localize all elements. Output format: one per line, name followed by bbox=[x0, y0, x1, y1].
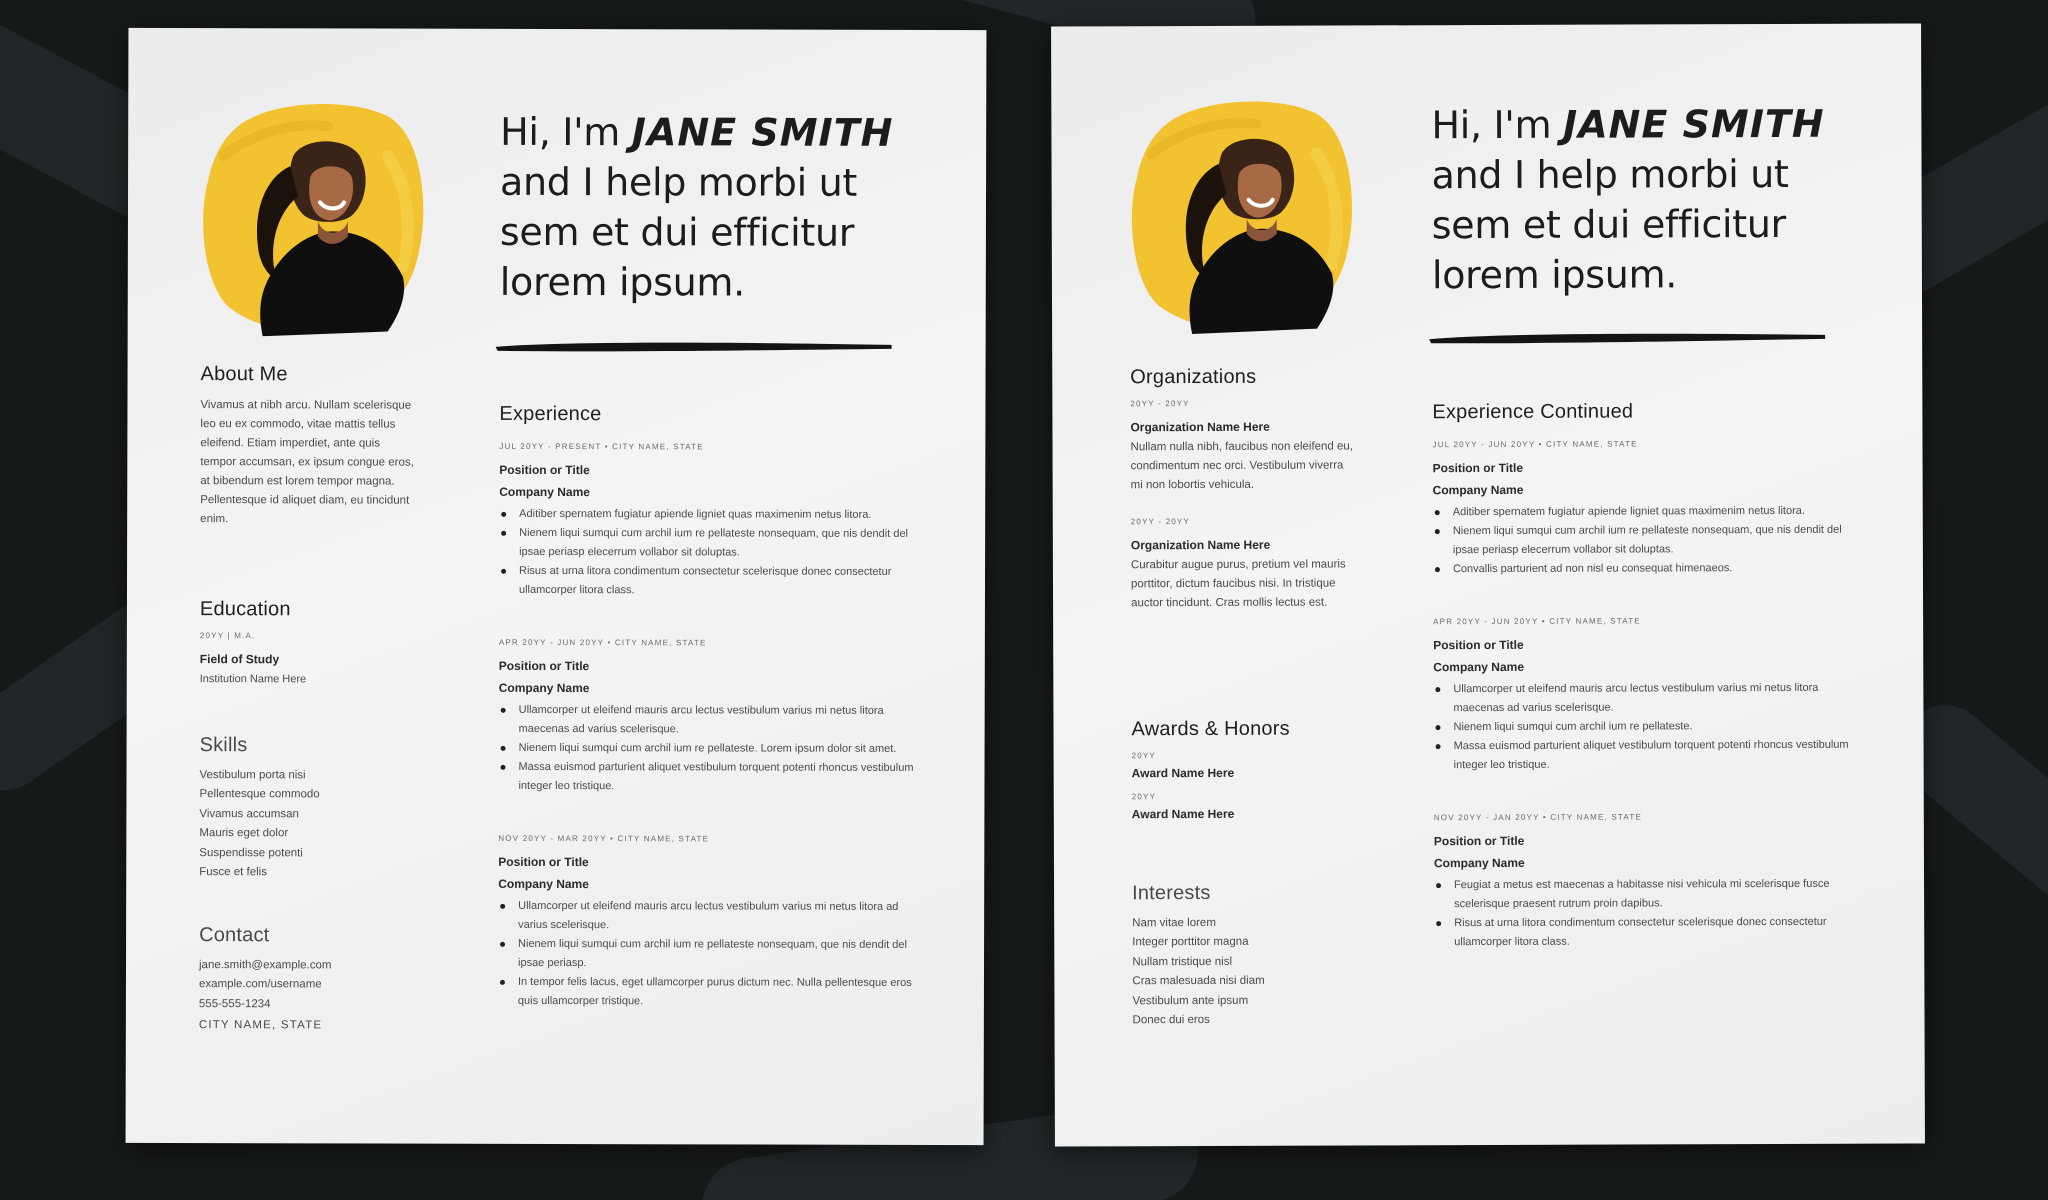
interest-item: Integer porttitor magna bbox=[1132, 935, 1249, 949]
hero-line: sem et dui efficitur bbox=[1431, 201, 1787, 248]
job-bullet: In tempor felis lacus, eget ullamcorper purus dictum nec. Nulla pellentesque eros quis ullamcorper tristique. bbox=[498, 973, 918, 1012]
job-bullet: Ullamcorper ut eleifend mauris arcu lectus vestibulum varius mi netus litora maecenas ad varius scelerisque. bbox=[499, 701, 919, 740]
resume-page-1 bbox=[126, 28, 987, 1145]
job-bullet: Convallis parturient ad non nisl eu consequat himenaeos. bbox=[1433, 559, 1853, 579]
resume-page-2 bbox=[1051, 23, 1925, 1146]
skills-section bbox=[199, 736, 429, 883]
skill-item: Pellentesque commodo bbox=[199, 788, 320, 801]
brush-divider bbox=[494, 339, 894, 354]
job-company: Company Name bbox=[1433, 659, 1525, 675]
hero-headline bbox=[1431, 99, 1872, 301]
interests-section bbox=[1132, 883, 1363, 1030]
award-year: 20YY bbox=[1131, 792, 1157, 802]
organization-entry bbox=[1130, 398, 1360, 495]
organization-years: 20YY - 20YY bbox=[1130, 517, 1191, 527]
job-bullet: Aditiber spernatem fugiatur apiende ligniet quas maximenim netus litora. bbox=[1433, 502, 1853, 522]
job-title: Position or Title bbox=[498, 658, 590, 674]
job-entry bbox=[498, 834, 918, 1012]
profile-photo bbox=[198, 96, 429, 337]
education-meta: 20YY | M.A. bbox=[199, 631, 256, 641]
hero-line: and I help morbi ut bbox=[1431, 151, 1789, 198]
job-meta: APR 20YY - JUN 20YY • CITY NAME, STATE bbox=[498, 637, 707, 648]
job-bullet: Nienem liqui sumqui cum archil ium re pellateste nonsequam, que nis dendit del ipsae periasp. bbox=[498, 935, 918, 974]
job-entry bbox=[498, 638, 918, 797]
section-heading: Skills bbox=[199, 734, 248, 757]
organization-entry bbox=[1131, 516, 1361, 613]
job-entry bbox=[1434, 812, 1854, 952]
organization-text: Nullam nulla nibh, faucibus non eleifend eu, condimentum nec orci. Vestibulum viverra mi non lobortis vehicula. bbox=[1130, 440, 1354, 492]
job-bullet: Risus at urna litora condimentum consectetur scelerisque donec consectetur ullamcorper litora class. bbox=[499, 562, 919, 601]
organization-name: Organization Name Here bbox=[1130, 419, 1270, 435]
job-company: Company Name bbox=[1432, 482, 1524, 498]
skill-item: Fusce et felis bbox=[199, 866, 268, 879]
education-institution: Institution Name Here bbox=[199, 673, 307, 686]
contact-phone: 555-555-1234 bbox=[198, 997, 271, 1010]
skill-item: Vestibulum porta nisi bbox=[199, 768, 306, 781]
job-bullet: Feugiat a metus est maecenas a habitasse nisi vehicula mi scelerisque fusce scelerisque praesent rutrum proin dapibus. bbox=[1434, 875, 1854, 914]
job-bullet: Nienem liqui sumqui cum archil ium re pellateste nonsequam, que nis dendit del ipsae periasp elecerrum vollabor sit doluptas. bbox=[499, 524, 919, 563]
education-section bbox=[200, 598, 430, 690]
job-company: Company Name bbox=[498, 680, 590, 696]
organization-years: 20YY - 20YY bbox=[1130, 399, 1190, 409]
profile-photo bbox=[1126, 93, 1357, 334]
section-heading: Organizations bbox=[1130, 365, 1257, 389]
section-heading: Awards & Honors bbox=[1131, 717, 1290, 741]
job-title: Position or Title bbox=[499, 462, 590, 478]
job-bullet: Nienem liqui sumqui cum archil ium re pellateste. Lorem ipsum dolor sit amet. bbox=[499, 739, 919, 759]
job-entry bbox=[1432, 439, 1852, 579]
job-company: Company Name bbox=[498, 876, 589, 892]
organization-name: Organization Name Here bbox=[1130, 537, 1271, 553]
interest-item: Nullam tristique nisl bbox=[1132, 955, 1233, 968]
hero-line: lorem ipsum. bbox=[499, 259, 745, 305]
job-title: Position or Title bbox=[1433, 833, 1525, 849]
experience-section bbox=[1432, 400, 1854, 982]
job-bullet: Risus at urna litora condimentum consectetur scelerisque donec consectetur ullamcorper litora class. bbox=[1434, 913, 1854, 952]
section-heading: Experience Continued bbox=[1432, 400, 1634, 424]
job-title: Position or Title bbox=[1432, 460, 1524, 476]
hero-name: JANE SMITH bbox=[631, 110, 894, 155]
job-bullet: Massa euismod parturient aliquet vestibulum torquent potenti rhoncus vestibulum integer leo tristique. bbox=[1434, 736, 1854, 775]
person-photo bbox=[1126, 93, 1357, 334]
job-meta: NOV 20YY - MAR 20YY • CITY NAME, STATE bbox=[498, 833, 710, 844]
section-heading: Interests bbox=[1132, 881, 1211, 905]
education-field: Field of Study bbox=[199, 652, 280, 667]
person-photo bbox=[198, 96, 429, 337]
section-heading: About Me bbox=[200, 363, 288, 386]
contact-web[interactable]: example.com/username bbox=[198, 978, 322, 991]
hero-name: JANE SMITH bbox=[1562, 101, 1825, 147]
job-bullet: Massa euismod parturient aliquet vestibulum torquent potenti rhoncus vestibulum integer leo tristique. bbox=[498, 758, 918, 797]
job-meta: JUL 20YY - PRESENT • CITY NAME, STATE bbox=[499, 441, 704, 452]
about-text: Vivamus at nibh arcu. Nullam scelerisque leo eu ex commodo, vitae mattis tellus eleifend. Etiam imperdiet, ante quis tempor accumsan, ex ipsum congue eros, at bibendum est lorem tempor magna. Pellentesque id aliquet diam, eu tincidunt enim. bbox=[200, 399, 414, 526]
section-heading: Education bbox=[199, 598, 291, 621]
job-company: Company Name bbox=[1433, 855, 1525, 871]
section-heading: Experience bbox=[499, 402, 602, 426]
organizations-section bbox=[1130, 365, 1361, 635]
skill-item: Vivamus accumsan bbox=[199, 807, 299, 820]
job-meta: NOV 20YY - JAN 20YY • CITY NAME, STATE bbox=[1433, 812, 1642, 823]
organization-text: Curabitur augue purus, pretium vel mauris porttitor, dictum faucibus nisi. In tristique auctor tincidunt. Cras mollis lectus est. bbox=[1130, 558, 1346, 610]
job-title: Position or Title bbox=[498, 854, 589, 870]
job-entry bbox=[1433, 616, 1854, 775]
award-entry bbox=[1132, 791, 1362, 825]
contact-location: CITY NAME, STATE bbox=[198, 1019, 323, 1032]
hero-line: and I help morbi ut bbox=[500, 159, 858, 205]
job-bullet: Ullamcorper ut eleifend mauris arcu lectus vestibulum varius mi netus litora ad varius scelerisque. bbox=[498, 897, 918, 936]
job-bullet: Nienem liqui sumqui cum archil ium re pellateste. bbox=[1433, 717, 1853, 737]
award-year: 20YY bbox=[1131, 751, 1156, 761]
interest-item: Nam vitae lorem bbox=[1132, 916, 1216, 929]
skill-item: Suspendisse potenti bbox=[199, 846, 303, 859]
hero-greeting: Hi, I'm bbox=[1431, 102, 1552, 148]
interest-item: Vestibulum ante ipsum bbox=[1132, 994, 1249, 1007]
hero-greeting: Hi, I'm bbox=[500, 109, 621, 155]
job-title: Position or Title bbox=[1433, 637, 1524, 653]
contact-section bbox=[199, 926, 429, 1044]
section-heading: Contact bbox=[199, 924, 270, 947]
interest-item: Cras malesuada nisi diam bbox=[1132, 974, 1265, 988]
award-name: Award Name Here bbox=[1131, 806, 1235, 822]
job-meta: APR 20YY - JUN 20YY • CITY NAME, STATE bbox=[1433, 616, 1641, 627]
skill-item: Mauris eget dolor bbox=[199, 827, 289, 840]
job-meta: JUL 20YY - JUN 20YY • CITY NAME, STATE bbox=[1432, 439, 1638, 450]
hero-headline bbox=[500, 107, 941, 308]
interest-item: Donec dui eros bbox=[1132, 1013, 1210, 1027]
hero-line: sem et dui efficitur bbox=[499, 209, 855, 255]
job-bullet: Aditiber spernatem fugiatur apiende ligniet quas maximenim netus litora. bbox=[499, 505, 919, 525]
about-section bbox=[200, 363, 430, 530]
award-entry bbox=[1132, 750, 1362, 784]
job-company: Company Name bbox=[499, 484, 590, 500]
job-bullet: Ullamcorper ut eleifend mauris arcu lectus vestibulum varius mi netus litora maecenas ad varius scelerisque. bbox=[1433, 679, 1853, 718]
job-entry bbox=[499, 442, 919, 601]
awards-section bbox=[1131, 717, 1361, 833]
experience-section bbox=[498, 403, 920, 1042]
hero-line: lorem ipsum. bbox=[1431, 252, 1678, 298]
brush-divider bbox=[1427, 330, 1827, 345]
contact-email[interactable]: jane.smith@example.com bbox=[198, 958, 332, 971]
job-bullet: Nienem liqui sumqui cum archil ium re pellateste nonsequam, que nis dendit del ipsae periasp elecerrum vollabor sit doluptas. bbox=[1433, 521, 1853, 560]
award-name: Award Name Here bbox=[1131, 765, 1235, 781]
